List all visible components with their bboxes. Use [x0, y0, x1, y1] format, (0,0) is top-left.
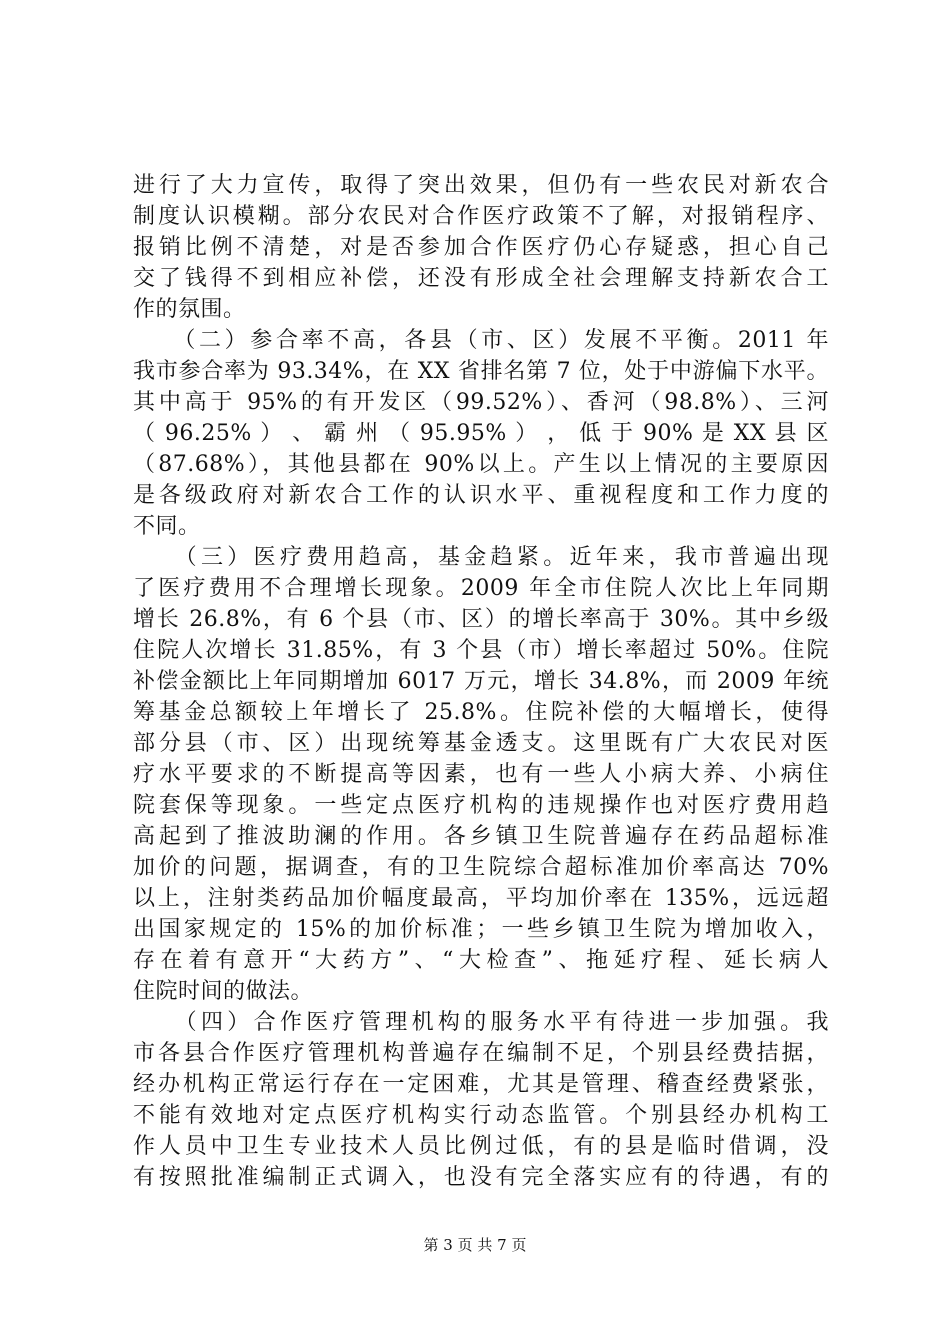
text-line: 不能有效地对定点医疗机构实行动态监管。个别县经办机构工 [133, 1103, 829, 1128]
text-line: 高起到了推波助澜的作用。各乡镇卫生院普遍存在药品超标准 [133, 824, 829, 849]
page-number-footer: 第 3 页 共 7 页 [423, 1236, 527, 1254]
text-line: （四）合作医疗管理机构的服务水平有待进一步加强。我 [133, 1010, 829, 1035]
text-line: 了医疗费用不合理增长现象。2009 年全市住院人次比上年同期 [133, 576, 829, 601]
text-line: （三）医疗费用趋高，基金趋紧。近年来，我市普遍出现 [133, 545, 829, 570]
text-line: （87.68%），其他县都在 90%以上。产生以上情况的主要原因 [133, 452, 829, 477]
text-line: 筹基金总额较上年增长了 25.8%。住院补偿的大幅增长，使得 [133, 700, 829, 725]
text-line: 不同。 [133, 514, 201, 539]
text-line: 增长 26.8%，有 6 个县（市、区）的增长率高于 30%。其中乡级 [133, 607, 829, 632]
text-line: 作人员中卫生专业技术人员比例过低，有的县是临时借调，没 [133, 1134, 829, 1159]
text-line: 进行了大力宣传，取得了突出效果，但仍有一些农民对新农合 [133, 173, 829, 198]
text-line: 有按照批准编制正式调入，也没有完全落实应有的待遇，有的 [133, 1165, 829, 1190]
text-line: 部分县（市、区）出现统筹基金透支。这里既有广大农民对医 [133, 731, 829, 756]
text-line: 是各级政府对新农合工作的认识水平、重视程度和工作力度的 [133, 483, 829, 508]
text-line: 报销比例不清楚，对是否参加合作医疗仍心存疑惑，担心自己 [133, 235, 829, 260]
text-line: 住院人次增长 31.85%，有 3 个县（市）增长率超过 50%。住院 [133, 638, 829, 663]
text-line: （二）参合率不高，各县（市、区）发展不平衡。2011 年 [133, 328, 829, 353]
text-line: 加价的问题，据调查，有的卫生院综合超标准加价率高达 70% [133, 855, 829, 880]
text-line: （ 96.25% ） 、 霸 州 （ 95.95% ） ， 低 于 90% 是 XX 县 区 [133, 421, 829, 446]
text-line: 存在着有意开“大药方”、“大检查”、拖延疗程、延长病人 [133, 948, 829, 973]
text-line: 补偿金额比上年同期增加 6017 万元，增长 34.8%，而 2009 年统 [133, 669, 829, 694]
text-line: 院套保等现象。一些定点医疗机构的违规操作也对医疗费用趋 [133, 793, 829, 818]
text-line: 交了钱得不到相应补偿，还没有形成全社会理解支持新农合工 [133, 266, 829, 291]
text-line: 住院时间的做法。 [133, 979, 314, 1004]
text-line: 作的氛围。 [133, 297, 246, 322]
text-line: 疗水平要求的不断提高等因素，也有一些人小病大养、小病住 [133, 762, 829, 787]
text-line: 以上，注射类药品加价幅度最高，平均加价率在 135%，远远超 [133, 886, 829, 911]
text-line: 制度认识模糊。部分农民对合作医疗政策不了解，对报销程序、 [133, 204, 829, 229]
text-line: 其中高于 95%的有开发区（99.52%）、香河（98.8%）、三河 [133, 390, 829, 415]
text-line: 经办机构正常运行存在一定困难，尤其是管理、稽查经费紧张， [133, 1072, 829, 1097]
document-body [133, 170, 829, 1193]
text-line: 我市参合率为 93.34%，在 XX 省排名第 7 位，处于中游偏下水平。 [133, 359, 829, 384]
text-line: 市各县合作医疗管理机构普遍存在编制不足，个别县经费拮据， [133, 1041, 829, 1066]
text-line: 出国家规定的 15%的加价标准；一些乡镇卫生院为增加收入， [133, 917, 829, 942]
